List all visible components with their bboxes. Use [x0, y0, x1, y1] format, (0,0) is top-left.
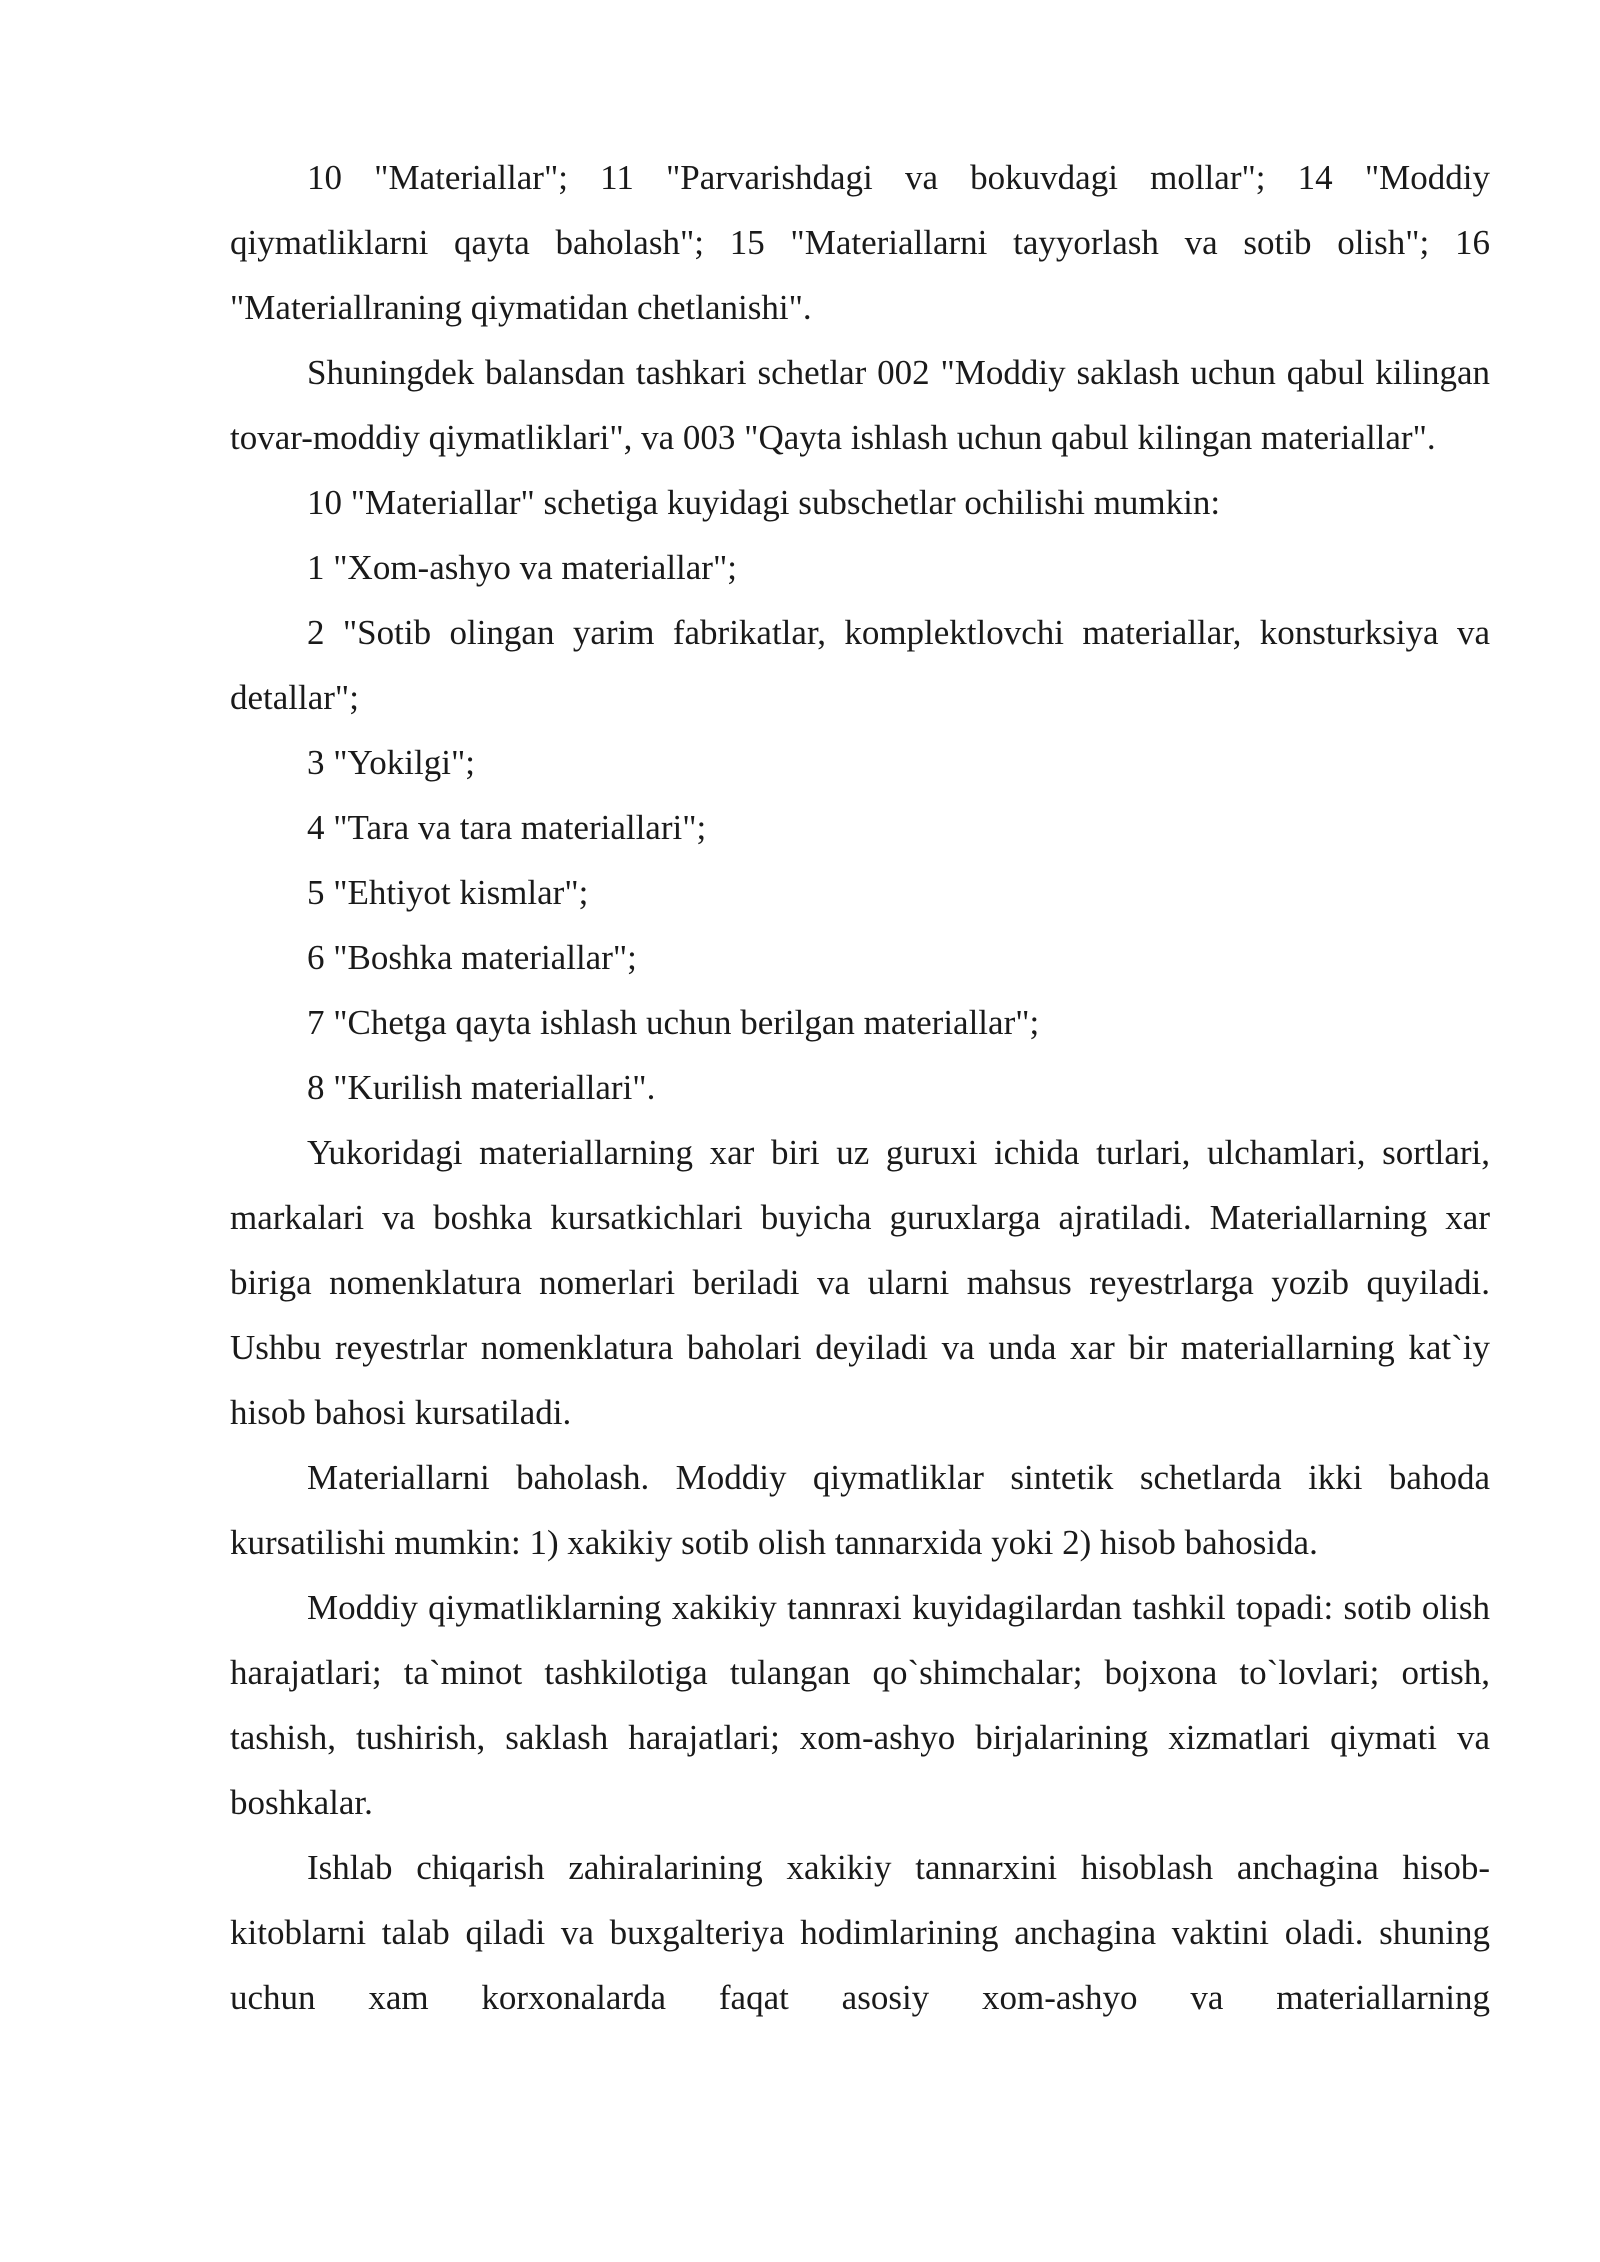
subaccount-item-1: 1 "Xom-ashyo va materiallar"; — [307, 548, 737, 587]
subaccount-item-7: 7 "Chetga qayta ishlash uchun berilgan materiallar"; — [307, 1003, 1040, 1042]
paragraph-account-list: 10 "Materiallar"; 11 "Parvarishdagi va bokuvdagi mollar"; 14 "Moddiy qiymatliklarni qayta baholash"; 15 "Materiallarni tayyorlash va sotib olish"; 16 "Materiallraning qiymatidan chetlanishi". — [230, 158, 1490, 327]
subaccount-item-8: 8 "Kurilish materiallari". — [307, 1068, 656, 1107]
paragraph-actual-cost: Moddiy qiymatliklarning xakikiy tannraxi kuyidagilardan tashkil topadi: sotib olish harajatlari; ta`minot tashkilotiga tulangan qo`shimchalar; bojxona to`lovlari; ortish, tashish, tushirish, saklash harajatlari; xom-ashyo birjalarining xizmatlari qiymati va boshkalar. — [230, 1588, 1490, 1822]
paragraph-production-reserves: Ishlab chiqarish zahiralarining xakikiy tannarxini hisoblash anchagina hisob-kitoblarni talab qiladi va buxgalteriya hodimlarining anchagina vaktini oladi. shuning uchun xam korxonalarda faqat asosiy xom-ashyo va materiallarning — [230, 1848, 1490, 2017]
document-page — [230, 145, 1490, 2030]
paragraph-subaccounts-intro: 10 "Materiallar" schetiga kuyidagi subschetlar ochilishi mumkin: — [307, 483, 1221, 522]
paragraph-off-balance-accounts: Shuningdek balansdan tashkari schetlar 002 "Moddiy saklash uchun qabul kilingan tovar-moddiy qiymatliklari", va 003 "Qayta ishlash uchun qabul kilingan materiallar". — [230, 353, 1490, 457]
subaccount-item-5: 5 "Ehtiyot kismlar"; — [307, 873, 589, 912]
subaccount-item-6: 6 "Boshka materiallar"; — [307, 938, 637, 977]
paragraph-valuation: Materiallarni baholash. Moddiy qiymatliklar sintetik schetlarda ikki bahoda kursatilishi mumkin: 1) xakikiy sotib olish tannarxida yoki 2) hisob bahosida. — [230, 1458, 1490, 1562]
subaccount-item-3: 3 "Yokilgi"; — [307, 743, 475, 782]
subaccount-item-2: 2 "Sotib olingan yarim fabrikatlar, komplektlovchi materiallar, konsturksiya va detallar"; — [230, 613, 1490, 717]
paragraph-nomenclature: Yukoridagi materiallarning xar biri uz guruxi ichida turlari, ulchamlari, sortlari, markalari va boshka kursatkichlari buyicha guruxlarga ajratiladi. Materiallarning xar biriga nomenklatura nomerlari beriladi va ularni mahsus reyestrlarga yozib quyiladi. Ushbu reyestrlar nomenklatura baholari deyiladi va unda xar bir materiallarning kat`iy hisob bahosi kursatiladi. — [230, 1133, 1490, 1432]
subaccount-item-4: 4 "Tara va tara materiallari"; — [307, 808, 707, 847]
